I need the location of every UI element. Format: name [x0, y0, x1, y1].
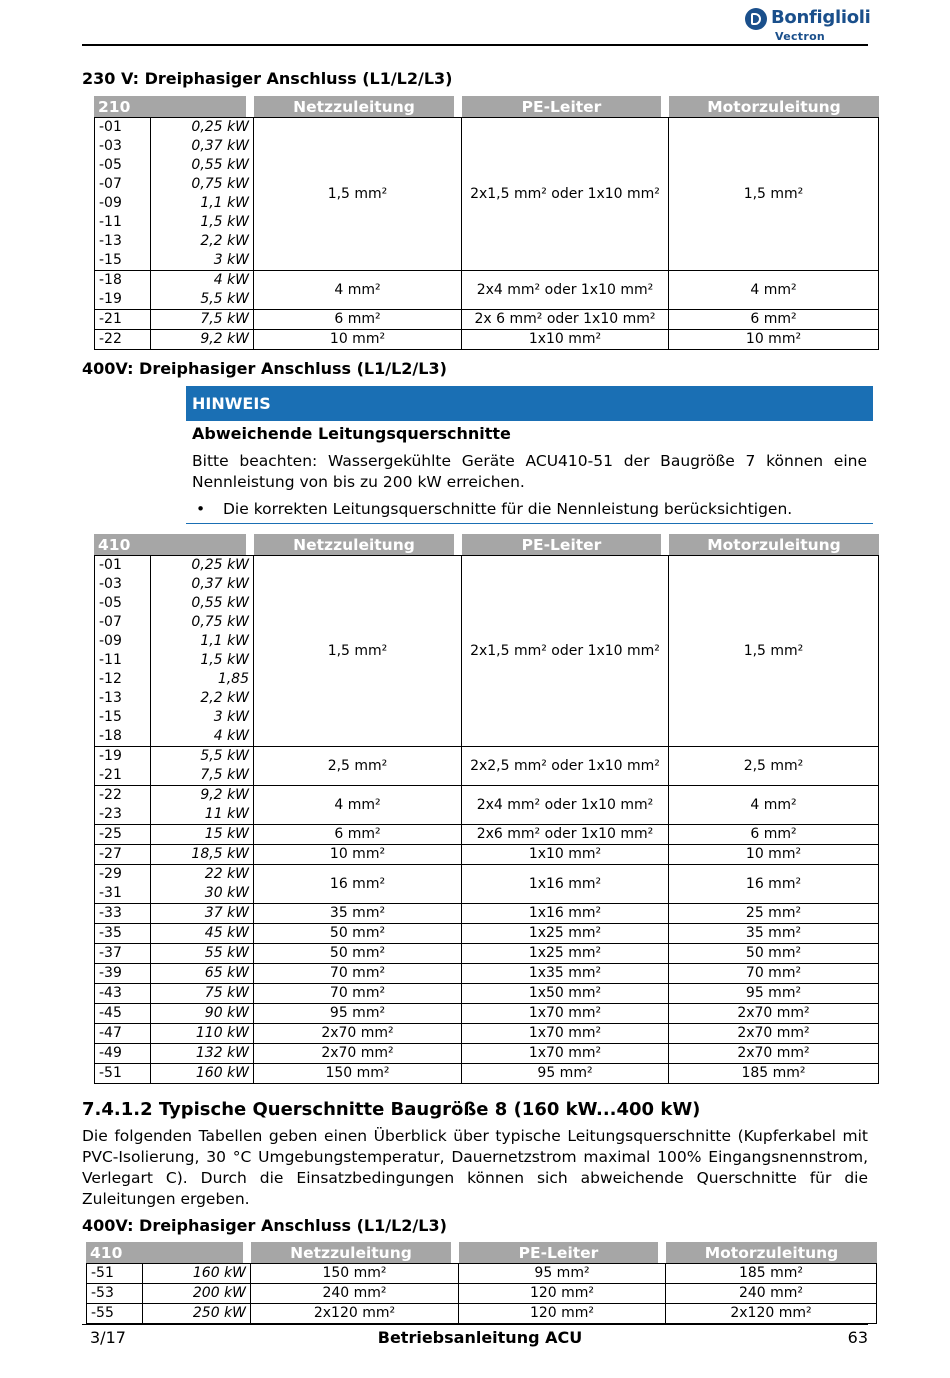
- type-code-cell: -11: [94, 213, 151, 232]
- type-code-cell: -55: [86, 1304, 143, 1324]
- type-code-cell: -22: [94, 330, 151, 350]
- type-code-cell: -15: [94, 251, 151, 271]
- type-code-cell: -19: [94, 290, 151, 310]
- netz-cell: 2x70 mm²: [254, 1024, 462, 1044]
- table-row: [94, 1064, 879, 1084]
- table-400v: [94, 534, 879, 1084]
- table-row: [94, 310, 879, 330]
- table-row: [94, 786, 879, 805]
- type-code-cell: -01: [94, 555, 151, 575]
- netz-cell: 4 mm²: [254, 786, 462, 825]
- type-code-cell: -18: [94, 271, 151, 290]
- type-code-cell: -53: [86, 1284, 143, 1304]
- power-cell: 110 kW: [151, 1024, 254, 1044]
- type-code-cell: -51: [86, 1263, 143, 1284]
- pe-cell: 1x70 mm²: [462, 1004, 669, 1024]
- type-code-cell: -47: [94, 1024, 151, 1044]
- power-cell: 18,5 kW: [151, 845, 254, 865]
- pe-cell: 1x35 mm²: [462, 964, 669, 984]
- section2-title: 400V: Dreiphasiger Anschluss (L1/L2/L3): [82, 359, 447, 378]
- pe-cell: 95 mm²: [459, 1263, 666, 1284]
- motor-cell: 2x70 mm²: [669, 1004, 879, 1024]
- power-cell: 15 kW: [151, 825, 254, 845]
- netz-cell: 50 mm²: [254, 924, 462, 944]
- table-row: [94, 747, 879, 766]
- power-cell: 3 kW: [151, 251, 254, 271]
- type-code-cell: -35: [94, 924, 151, 944]
- footer-center: Betriebsanleitung ACU: [377, 1328, 583, 1347]
- power-cell: 7,5 kW: [151, 310, 254, 330]
- type-code-cell: -33: [94, 904, 151, 924]
- power-cell: 9,2 kW: [151, 786, 254, 805]
- motor-cell: 16 mm²: [669, 865, 879, 904]
- power-cell: 4 kW: [151, 727, 254, 747]
- pe-cell: 2x1,5 mm² oder 1x10 mm²: [462, 555, 669, 747]
- table-row: [86, 1263, 877, 1284]
- netz-cell: 70 mm²: [254, 964, 462, 984]
- pe-cell: 2x6 mm² oder 1x10 mm²: [462, 825, 669, 845]
- motor-cell: 10 mm²: [669, 330, 879, 350]
- power-cell: 1,5 kW: [151, 651, 254, 670]
- motor-cell: 4 mm²: [669, 786, 879, 825]
- type-code-cell: -37: [94, 944, 151, 964]
- logo-sub: Vectron: [775, 30, 826, 43]
- note-box: [186, 386, 873, 524]
- motor-cell: 50 mm²: [669, 944, 879, 964]
- header-cell: Netzzuleitung: [251, 1242, 459, 1263]
- netz-cell: 4 mm²: [254, 271, 462, 310]
- footer-rule: [82, 1324, 868, 1325]
- power-cell: 0,75 kW: [151, 175, 254, 194]
- header-row: [94, 96, 879, 117]
- netz-cell: 150 mm²: [251, 1263, 459, 1284]
- table-row: [94, 555, 879, 575]
- note-text: Bitte beachten: Wassergekühlte Geräte ACU410-51 der Baugröße 7 können eine Nennleistung von bis zu 200 kW erreichen.: [192, 452, 867, 491]
- note-bullet: • Die korrekten Leitungsquerschnitte für die Nennleistung berücksichtigen.: [192, 499, 867, 520]
- power-cell: 132 kW: [151, 1044, 254, 1064]
- table-row: [94, 1004, 879, 1024]
- table-row: [94, 117, 879, 137]
- power-cell: 90 kW: [151, 1004, 254, 1024]
- power-cell: 11 kW: [151, 805, 254, 825]
- power-cell: 0,37 kW: [151, 575, 254, 594]
- netz-cell: 1,5 mm²: [254, 555, 462, 747]
- type-code-cell: -19: [94, 747, 151, 766]
- power-cell: 0,37 kW: [151, 137, 254, 156]
- pe-cell: 1x70 mm²: [462, 1024, 669, 1044]
- type-code-cell: -23: [94, 805, 151, 825]
- type-code-cell: -43: [94, 984, 151, 1004]
- section3-title: 400V: Dreiphasiger Anschluss (L1/L2/L3): [82, 1216, 447, 1235]
- pe-cell: 1x10 mm²: [462, 845, 669, 865]
- pe-cell: 1x16 mm²: [462, 904, 669, 924]
- type-code-cell: -39: [94, 964, 151, 984]
- logo-icon: [745, 8, 767, 30]
- netz-cell: 150 mm²: [254, 1064, 462, 1084]
- section1-title: 230 V: Dreiphasiger Anschluss (L1/L2/L3): [82, 69, 453, 88]
- power-cell: 9,2 kW: [151, 330, 254, 350]
- type-code-cell: -49: [94, 1044, 151, 1064]
- motor-cell: 185 mm²: [666, 1263, 877, 1284]
- motor-cell: 1,5 mm²: [669, 555, 879, 747]
- footer-left: 3/17: [90, 1328, 126, 1347]
- type-code-cell: -13: [94, 689, 151, 708]
- table-row: [94, 1024, 879, 1044]
- footer-page-number: 63: [847, 1328, 868, 1347]
- pe-cell: 120 mm²: [459, 1304, 666, 1324]
- power-cell: 1,1 kW: [151, 194, 254, 213]
- table-row: [94, 1044, 879, 1064]
- power-cell: 3 kW: [151, 708, 254, 727]
- header-cell: Motorzuleitung: [669, 96, 879, 117]
- motor-cell: 10 mm²: [669, 845, 879, 865]
- table-row: [86, 1304, 877, 1324]
- netz-cell: 10 mm²: [254, 330, 462, 350]
- type-code-cell: -25: [94, 825, 151, 845]
- pe-cell: 95 mm²: [462, 1064, 669, 1084]
- pe-cell: 1x16 mm²: [462, 865, 669, 904]
- type-code-cell: -03: [94, 575, 151, 594]
- type-code-cell: -22: [94, 786, 151, 805]
- pe-cell: 120 mm²: [459, 1284, 666, 1304]
- netz-cell: 2x120 mm²: [251, 1304, 459, 1324]
- motor-cell: 25 mm²: [669, 904, 879, 924]
- motor-cell: 2x70 mm²: [669, 1044, 879, 1064]
- type-code-cell: -09: [94, 632, 151, 651]
- type-code-cell: -07: [94, 613, 151, 632]
- power-cell: 1,5 kW: [151, 213, 254, 232]
- motor-cell: 2,5 mm²: [669, 747, 879, 786]
- type-code-cell: -01: [94, 117, 151, 137]
- power-cell: 1,1 kW: [151, 632, 254, 651]
- header-row: [86, 1242, 877, 1263]
- power-cell: 7,5 kW: [151, 766, 254, 786]
- table-row: [94, 330, 879, 350]
- pe-cell: 2x4 mm² oder 1x10 mm²: [462, 271, 669, 310]
- type-code-cell: -18: [94, 727, 151, 747]
- header-row: [94, 534, 879, 555]
- netz-cell: 6 mm²: [254, 310, 462, 330]
- motor-cell: 2x70 mm²: [669, 1024, 879, 1044]
- netz-cell: 70 mm²: [254, 984, 462, 1004]
- header-cell: 410: [94, 534, 254, 555]
- table-row: [86, 1284, 877, 1304]
- pe-cell: 1x10 mm²: [462, 330, 669, 350]
- type-code-cell: -05: [94, 156, 151, 175]
- table-row: [94, 825, 879, 845]
- table-row: [94, 964, 879, 984]
- power-cell: 250 kW: [143, 1304, 251, 1324]
- pe-cell: 2x2,5 mm² oder 1x10 mm²: [462, 747, 669, 786]
- header-cell: PE-Leiter: [462, 96, 669, 117]
- motor-cell: 240 mm²: [666, 1284, 877, 1304]
- power-cell: 4 kW: [151, 271, 254, 290]
- type-code-cell: -03: [94, 137, 151, 156]
- type-code-cell: -21: [94, 310, 151, 330]
- table-row: [94, 944, 879, 964]
- power-cell: 22 kW: [151, 865, 254, 884]
- table-row: [94, 865, 879, 884]
- motor-cell: 35 mm²: [669, 924, 879, 944]
- power-cell: 37 kW: [151, 904, 254, 924]
- power-cell: 0,55 kW: [151, 594, 254, 613]
- netz-cell: 10 mm²: [254, 845, 462, 865]
- type-code-cell: -15: [94, 708, 151, 727]
- type-code-cell: -13: [94, 232, 151, 251]
- type-code-cell: -21: [94, 766, 151, 786]
- type-code-cell: -27: [94, 845, 151, 865]
- power-cell: 160 kW: [143, 1263, 251, 1284]
- pe-cell: 2x1,5 mm² oder 1x10 mm²: [462, 117, 669, 271]
- type-code-cell: -51: [94, 1064, 151, 1084]
- table-row: [94, 271, 879, 290]
- power-cell: 55 kW: [151, 944, 254, 964]
- power-cell: 2,2 kW: [151, 689, 254, 708]
- type-code-cell: -07: [94, 175, 151, 194]
- power-cell: 200 kW: [143, 1284, 251, 1304]
- section3-heading: 7.4.1.2 Typische Querschnitte Baugröße 8 (160 kW...400 kW): [82, 1099, 701, 1120]
- table-row: [94, 924, 879, 944]
- power-cell: 1,85: [151, 670, 254, 689]
- logo-name: Bonfiglioli: [771, 7, 871, 28]
- power-cell: 160 kW: [151, 1064, 254, 1084]
- motor-cell: 6 mm²: [669, 825, 879, 845]
- power-cell: 75 kW: [151, 984, 254, 1004]
- table-row: [94, 904, 879, 924]
- header-cell: Netzzuleitung: [254, 96, 462, 117]
- header-cell: 410: [86, 1242, 251, 1263]
- pe-cell: 2x4 mm² oder 1x10 mm²: [462, 786, 669, 825]
- netz-cell: 240 mm²: [251, 1284, 459, 1304]
- power-cell: 0,25 kW: [151, 555, 254, 575]
- type-code-cell: -29: [94, 865, 151, 884]
- power-cell: 0,55 kW: [151, 156, 254, 175]
- header-cell: 210: [94, 96, 254, 117]
- pe-cell: 1x25 mm²: [462, 924, 669, 944]
- motor-cell: 2x120 mm²: [666, 1304, 877, 1324]
- netz-cell: 95 mm²: [254, 1004, 462, 1024]
- power-cell: 45 kW: [151, 924, 254, 944]
- header-cell: Netzzuleitung: [254, 534, 462, 555]
- motor-cell: 95 mm²: [669, 984, 879, 1004]
- note-heading: Abweichende Leitungsquerschnitte: [192, 424, 511, 443]
- header-cell: Motorzuleitung: [666, 1242, 877, 1263]
- netz-cell: 2,5 mm²: [254, 747, 462, 786]
- header-cell: Motorzuleitung: [669, 534, 879, 555]
- power-cell: 5,5 kW: [151, 290, 254, 310]
- type-code-cell: -31: [94, 884, 151, 904]
- motor-cell: 1,5 mm²: [669, 117, 879, 271]
- motor-cell: 6 mm²: [669, 310, 879, 330]
- power-cell: 0,25 kW: [151, 117, 254, 137]
- pe-cell: 1x70 mm²: [462, 1044, 669, 1064]
- motor-cell: 4 mm²: [669, 271, 879, 310]
- power-cell: 65 kW: [151, 964, 254, 984]
- motor-cell: 70 mm²: [669, 964, 879, 984]
- pe-cell: 1x25 mm²: [462, 944, 669, 964]
- header-cell: PE-Leiter: [459, 1242, 666, 1263]
- pe-cell: 2x 6 mm² oder 1x10 mm²: [462, 310, 669, 330]
- section3-paragraph: Die folgenden Tabellen geben einen Überblick über typische Leitungsquerschnitte (Kupferkabel mit PVC-Isolierung, 30 °C Umgebungstemperatur, Dauernetzstrom maximal 100% Eingangsnennstrom, Verlegart C). Durch die Einsatzbedingungen können sich abweichende Querschnitte für die Zuleitungen ergeben.: [82, 1127, 868, 1208]
- table-230v: [94, 96, 879, 350]
- type-code-cell: -05: [94, 594, 151, 613]
- note-rule: [186, 523, 873, 524]
- netz-cell: 35 mm²: [254, 904, 462, 924]
- pe-cell: 1x50 mm²: [462, 984, 669, 1004]
- netz-cell: 1,5 mm²: [254, 117, 462, 271]
- table-row: [94, 845, 879, 865]
- netz-cell: 2x70 mm²: [254, 1044, 462, 1064]
- header-rule: [82, 44, 868, 46]
- netz-cell: 6 mm²: [254, 825, 462, 845]
- netz-cell: 50 mm²: [254, 944, 462, 964]
- power-cell: 2,2 kW: [151, 232, 254, 251]
- table-row: [94, 984, 879, 1004]
- power-cell: 30 kW: [151, 884, 254, 904]
- netz-cell: 16 mm²: [254, 865, 462, 904]
- note-label: HINWEIS: [186, 386, 873, 421]
- type-code-cell: -11: [94, 651, 151, 670]
- power-cell: 0,75 kW: [151, 613, 254, 632]
- power-cell: 5,5 kW: [151, 747, 254, 766]
- header-cell: PE-Leiter: [462, 534, 669, 555]
- type-code-cell: -45: [94, 1004, 151, 1024]
- table-400v-size8: [86, 1242, 877, 1324]
- motor-cell: 185 mm²: [669, 1064, 879, 1084]
- type-code-cell: -09: [94, 194, 151, 213]
- type-code-cell: -12: [94, 670, 151, 689]
- bonfiglioli-logo: [745, 7, 871, 46]
